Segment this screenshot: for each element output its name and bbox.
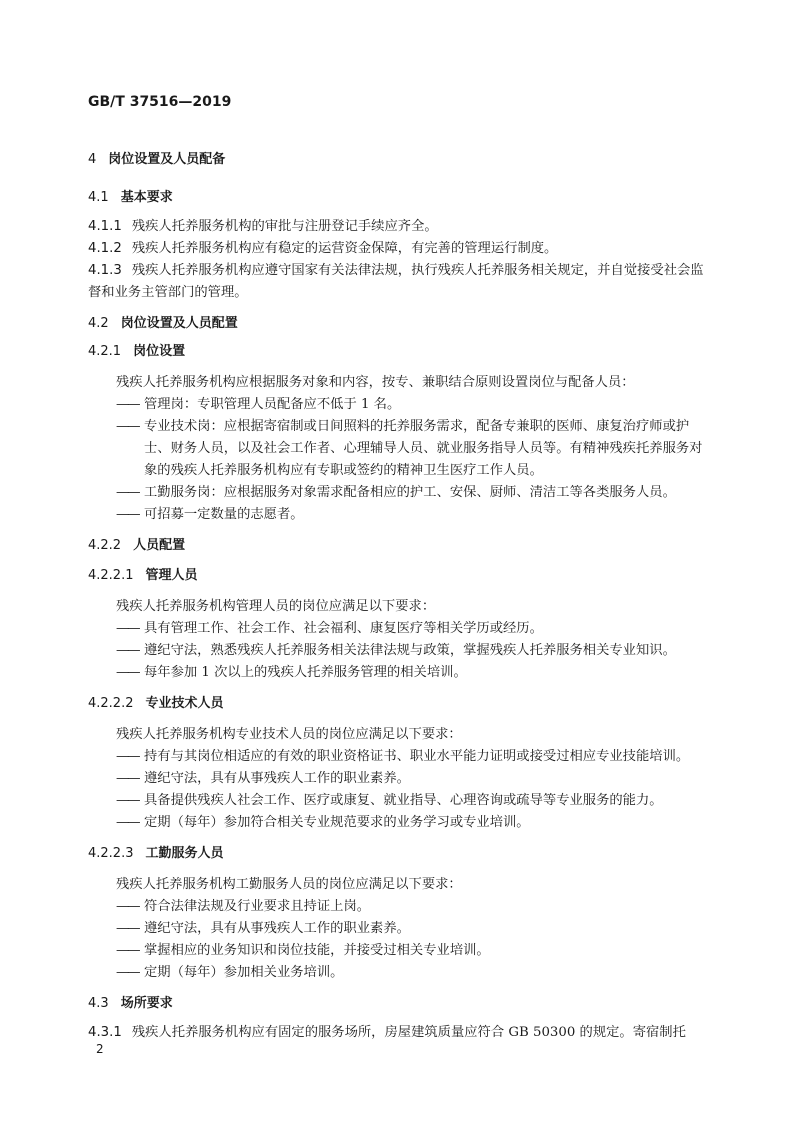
document-body (88, 150, 713, 1044)
list-item: —— 遵纪守法，具有从事残疾人工作的职业素养。 (88, 768, 713, 790)
list-item: —— 掌握相应的业务知识和岗位技能，并接受过相关专业培训。 (88, 940, 713, 962)
list-dash: —— (116, 771, 139, 786)
standard-code: GB/T 37516—2019 (88, 94, 232, 110)
list-item: —— 每年参加 1 次以上的残疾人托养服务管理的相关培训。 (88, 662, 713, 684)
section-heading-4-2-2-3: 4.2.2.3 工勤服务人员 (88, 846, 224, 861)
clause-4-1-1: 4.1.1 残疾人托养服务机构的审批与注册登记手续应齐全。 (88, 219, 438, 234)
list-dash: —— (116, 485, 139, 500)
section-heading-4-2-2-2: 4.2.2.2 专业技术人员 (88, 696, 224, 711)
list-dash: —— (116, 899, 139, 914)
list-dash: —— (116, 621, 139, 636)
list-item: —— 管理岗：专职管理人员配备应不低于 1 名。 (88, 394, 713, 416)
paragraph-4-2-2-2-intro: 残疾人托养服务机构专业技术人员的岗位应满足以下要求： (116, 727, 462, 742)
list-dash: —— (116, 965, 139, 980)
section-heading-4-2-2-1: 4.2.2.1 管理人员 (88, 568, 198, 583)
list-item: —— 具有管理工作、社会工作、社会福利、康复医疗等相关学历或经历。 (88, 618, 713, 640)
list-item: —— 定期（每年）参加相关业务培训。 (88, 962, 713, 984)
paragraph-4-2-2-3-intro: 残疾人托养服务机构工勤服务人员的岗位应满足以下要求： (116, 877, 462, 892)
list-item: —— 定期（每年）参加符合相关专业规范要求的业务学习或专业培训。 (88, 812, 713, 834)
page-number: 2 (96, 1042, 104, 1056)
list-dash: —— (116, 507, 139, 522)
paragraph-4-2-1-intro: 残疾人托养服务机构应根据服务对象和内容，按专、兼职结合原则设置岗位与配备人员： (116, 375, 635, 390)
list-dash: —— (116, 419, 139, 434)
section-heading-4-2-1: 4.2.1 岗位设置 (88, 344, 186, 359)
list-item: —— 具备提供残疾人社会工作、医疗或康复、就业指导、心理咨询或疏导等专业服务的能力。 (88, 790, 713, 812)
list-dash: —— (116, 397, 139, 412)
paragraph-4-2-2-1-intro: 残疾人托养服务机构管理人员的岗位应满足以下要求： (116, 599, 436, 614)
list-item: —— 遵纪守法，熟悉残疾人托养服务相关法律法规与政策，掌握残疾人托养服务相关专业知识。 (88, 640, 713, 662)
list-item: —— 专业技术岗：应根据寄宿制或日间照料的托养服务需求，配备专兼职的医师、康复治疗师或护士、财务人员，以及社会工作者、心理辅导人员、就业服务指导人员等。有精神残疾托养服务对象的残疾人托养服务机构应有专职或签约的精神卫生医疗工作人员。 (88, 416, 713, 482)
list-dash: —— (116, 943, 139, 958)
list-item: —— 持有与其岗位相适应的有效的职业资格证书、职业水平能力证明或接受过相应专业技能培训。 (88, 746, 713, 768)
list-dash: —— (116, 749, 139, 764)
section-heading-4-2-2: 4.2.2 人员配置 (88, 538, 186, 553)
list-dash: —— (116, 643, 139, 658)
list-dash: —— (116, 793, 139, 808)
list-dash: —— (116, 921, 139, 936)
section-heading-4-1: 4.1 基本要求 (88, 190, 173, 205)
list-dash: —— (116, 665, 139, 680)
clause-4-1-2: 4.1.2 残疾人托养服务机构应有稳定的运营资金保障，有完善的管理运行制度。 (88, 241, 558, 256)
list-dash: —— (116, 815, 139, 830)
list-item: —— 可招募一定数量的志愿者。 (88, 504, 713, 526)
list-item: —— 符合法律法规及行业要求且持证上岗。 (88, 896, 713, 918)
clause-4-1-3: 4.1.3 残疾人托养服务机构应遵守国家有关法律法规，执行残疾人托养服务相关规定，并自觉接受社会监督和业务主管部门的管理。 (88, 263, 704, 300)
clause-4-3-1: 4.3.1 残疾人托养服务机构应有固定的服务场所，房屋建筑质量应符合 GB 50300 的规定。寄宿制托 (88, 1025, 686, 1040)
section-heading-4: 4 岗位设置及人员配备 (88, 152, 226, 167)
section-heading-4-3: 4.3 场所要求 (88, 996, 173, 1011)
list-item: —— 工勤服务岗：应根据服务对象需求配备相应的护工、安保、厨师、清洁工等各类服务人员。 (88, 482, 713, 504)
section-heading-4-2: 4.2 岗位设置及人员配置 (88, 316, 238, 331)
list-item: —— 遵纪守法，具有从事残疾人工作的职业素养。 (88, 918, 713, 940)
